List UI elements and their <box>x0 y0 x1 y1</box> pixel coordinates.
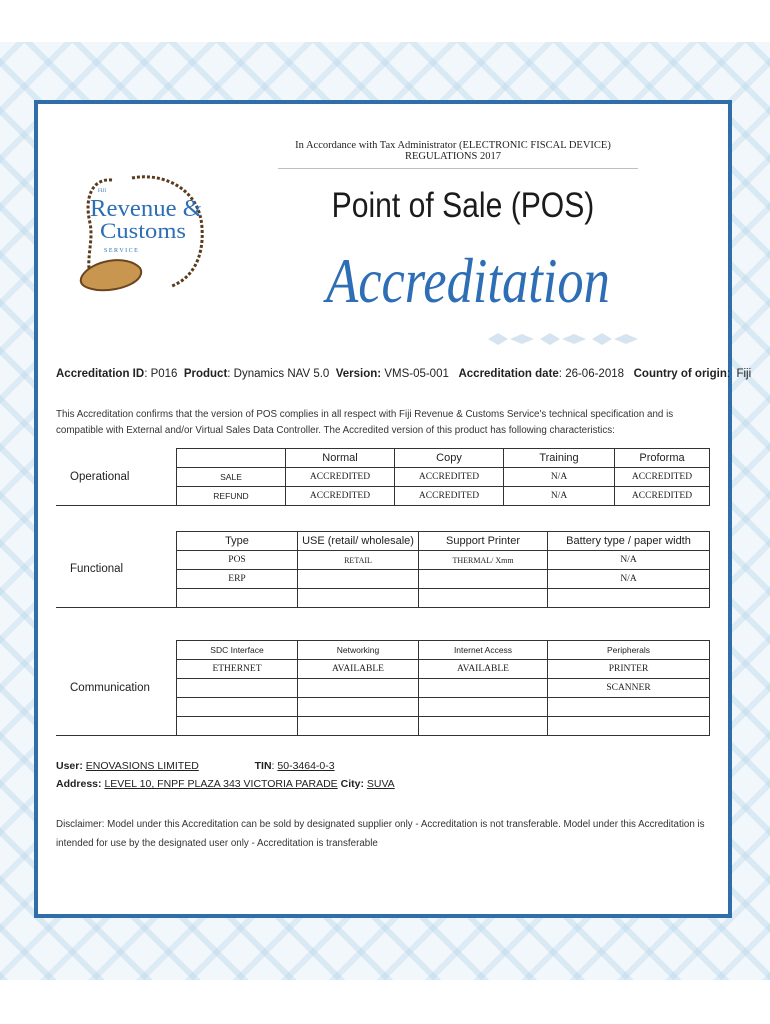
title-accreditation: Accreditation <box>326 245 610 316</box>
cell <box>298 679 419 698</box>
regulation-text: In Accordance with Tax Administrator (ELECTRONIC FISCAL DEVICE) REGULATIONS 2017 <box>295 140 611 162</box>
operational-label: Operational <box>56 449 177 506</box>
cell: ACCREDITED <box>615 468 710 487</box>
empty-cell <box>177 449 286 468</box>
cell: SCANNER <box>548 679 710 698</box>
cell <box>298 717 419 736</box>
col-copy: Copy <box>395 449 504 468</box>
cell <box>419 717 548 736</box>
cell: ACCREDITED <box>286 468 395 487</box>
address-label: Address: <box>56 778 102 790</box>
col-peripherals: Peripherals <box>548 641 710 660</box>
frcs-logo <box>72 168 212 298</box>
col-type: Type <box>177 532 298 551</box>
product-label: Product <box>183 368 228 380</box>
communication-label: Communication <box>56 641 177 736</box>
date-value: 26-06-2018 <box>565 368 625 380</box>
cell: THERMAL/ Xmm <box>419 551 548 570</box>
cell: N/A <box>548 551 710 570</box>
cell <box>548 717 710 736</box>
cell <box>177 589 298 608</box>
communication-table <box>56 640 710 736</box>
logo-line3: S E R V I C E <box>104 248 138 254</box>
date-label: Accreditation date <box>458 368 559 380</box>
cell <box>548 698 710 717</box>
cell: ACCREDITED <box>395 487 504 506</box>
certificate <box>34 100 752 918</box>
version-value: VMS-05-001 <box>384 368 449 380</box>
cell: ACCREDITED <box>395 468 504 487</box>
operational-table <box>56 448 710 506</box>
functional-label: Functional <box>56 532 177 608</box>
cell: ACCREDITED <box>286 487 395 506</box>
cell <box>419 698 548 717</box>
title-pos: Point of Sale (POS) <box>331 186 595 225</box>
city-value: SUVA <box>366 778 395 790</box>
user-value: ENOVASIONS LIMITED <box>85 760 199 772</box>
accreditation-info: Accreditation ID: P016 Product: Dynamics NAV 5.0 Version: VMS-05-001 Accreditation date: 26-06-2018 Country of origin: Fiji <box>56 368 752 380</box>
cell <box>419 589 548 608</box>
cell <box>177 679 298 698</box>
cell <box>177 717 298 736</box>
cell: N/A <box>504 468 615 487</box>
logo-fiji: FIJI <box>98 189 107 194</box>
tin-label: TIN <box>254 760 272 772</box>
cell: POS <box>177 551 298 570</box>
cell <box>548 589 710 608</box>
functional-table <box>56 531 710 608</box>
col-support-printer: Support Printer <box>419 532 548 551</box>
product-value: Dynamics NAV 5.0 <box>233 368 330 380</box>
version-label: Version: <box>335 368 382 380</box>
col-internet-access: Internet Access <box>419 641 548 660</box>
id-label: Accreditation ID <box>56 368 145 380</box>
divider <box>278 168 638 169</box>
cell: RETAIL <box>298 551 419 570</box>
country-value: Fiji <box>736 368 752 380</box>
cell <box>298 698 419 717</box>
tin-value: 50-3464-0-3 <box>277 760 335 772</box>
cell: ETHERNET <box>177 660 298 679</box>
decorative-pattern-icon <box>488 333 638 345</box>
cell: AVAILABLE <box>298 660 419 679</box>
cell: PRINTER <box>548 660 710 679</box>
col-sdc-interface: SDC Interface <box>177 641 298 660</box>
cell: ERP <box>177 570 298 589</box>
disclaimer: Disclaimer: Model under this Accreditation can be sold by designated supplier only - Accreditation is not transferable. Model under this Accreditation is intended for use by the designated user only - Accreditation is transferable <box>56 819 705 849</box>
address-line <box>56 778 395 790</box>
logo-line2: Customs <box>100 218 186 243</box>
cell: N/A <box>504 487 615 506</box>
cell <box>177 698 298 717</box>
user-label: User: <box>56 760 83 772</box>
col-normal: Normal <box>286 449 395 468</box>
row-sale: SALE <box>177 468 286 487</box>
col-proforma: Proforma <box>615 449 710 468</box>
country-label: Country of origin <box>633 368 727 380</box>
id-value: P016 <box>150 368 178 380</box>
cell <box>419 679 548 698</box>
col-battery: Battery type / paper width <box>548 532 710 551</box>
cell <box>298 589 419 608</box>
col-use: USE (retail/ wholesale) <box>298 532 419 551</box>
cell: ACCREDITED <box>615 487 710 506</box>
cell: AVAILABLE <box>419 660 548 679</box>
address-value: LEVEL 10, FNPF PLAZA 343 VICTORIA PARADE <box>104 778 338 790</box>
col-networking: Networking <box>298 641 419 660</box>
col-training: Training <box>504 449 615 468</box>
logo-line1: Revenue & <box>90 196 203 222</box>
intro-paragraph: This Accreditation confirms that the version of POS complies in all respect with Fiji Revenue & Customs Service's technical specification and is compatible with External and/or Virtual Sales Data Controller. The Accredited version of this product has following characteristics: <box>56 409 674 436</box>
row-refund: REFUND <box>177 487 286 506</box>
cell: N/A <box>548 570 710 589</box>
cell <box>419 570 548 589</box>
city-label: City: <box>340 778 364 790</box>
cell <box>298 570 419 589</box>
user-line: User: ENOVASIONS LIMITED TIN: 50-3464-0-3 <box>56 760 335 772</box>
